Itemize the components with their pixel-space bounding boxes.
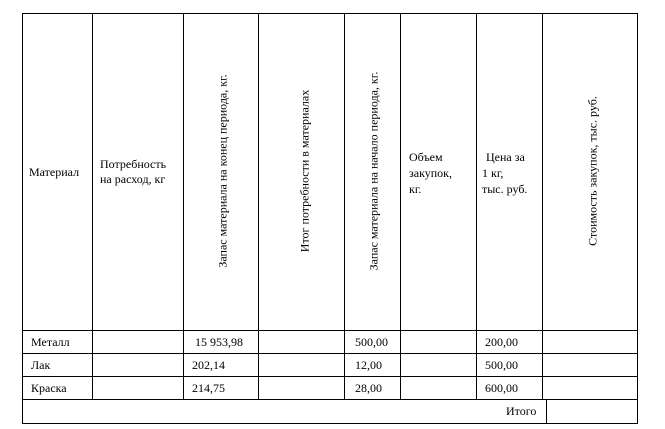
header-stock-end: Запас материала на конец периода, кг. [215,74,230,268]
col-line [258,13,259,400]
row-paint-price: 600,00 [485,381,518,395]
row-paint-stock-start: 28,00 [355,381,382,395]
row-metal-stock-end: 15 953,98 [195,335,243,349]
header-need-line2: на расход, кг [100,172,166,186]
col-line [476,13,477,400]
col-line-total [546,399,547,424]
header-volume-line3: кг. [409,182,422,196]
header-volume-line1: Объем [409,150,443,164]
table-border-right [637,13,638,424]
col-line [183,13,184,400]
col-line [344,13,345,400]
header-material: Материал [29,165,80,179]
header-price-line2: 1 кг, [482,166,504,180]
col-line [92,13,93,400]
row-paint-material: Краска [31,381,67,395]
header-need-line1: Потребность [100,157,167,171]
row-metal-material: Металл [31,335,70,349]
row-line [22,399,637,400]
row-line [22,376,637,377]
header-price-line3: тыс. руб. [482,182,528,196]
row-metal-stock-start: 500,00 [355,335,388,349]
table-border-bottom [22,423,637,424]
table-border-top [22,13,637,14]
table-border-left [22,13,23,424]
header-total-need: Итог потребности в материалах [297,89,312,253]
row-varnish-price: 500,00 [485,358,518,372]
header-bottom-line [22,330,637,331]
row-varnish-stock-end: 202,14 [192,358,225,372]
header-stock-start: Запас материала на начало периода, кг. [366,71,381,271]
col-line [542,13,543,400]
row-metal-price: 200,00 [485,335,518,349]
header-cost: Стоимость закупок, тыс. руб. [585,96,600,246]
row-line [22,353,637,354]
header-volume-line2: закупок, [409,166,452,180]
row-varnish-stock-start: 12,00 [355,358,382,372]
header-price-line1: Цена за [486,150,525,164]
row-varnish-material: Лак [31,358,51,372]
row-paint-stock-end: 214,75 [192,381,225,395]
col-line [400,13,401,400]
total-label: Итого [506,404,537,418]
